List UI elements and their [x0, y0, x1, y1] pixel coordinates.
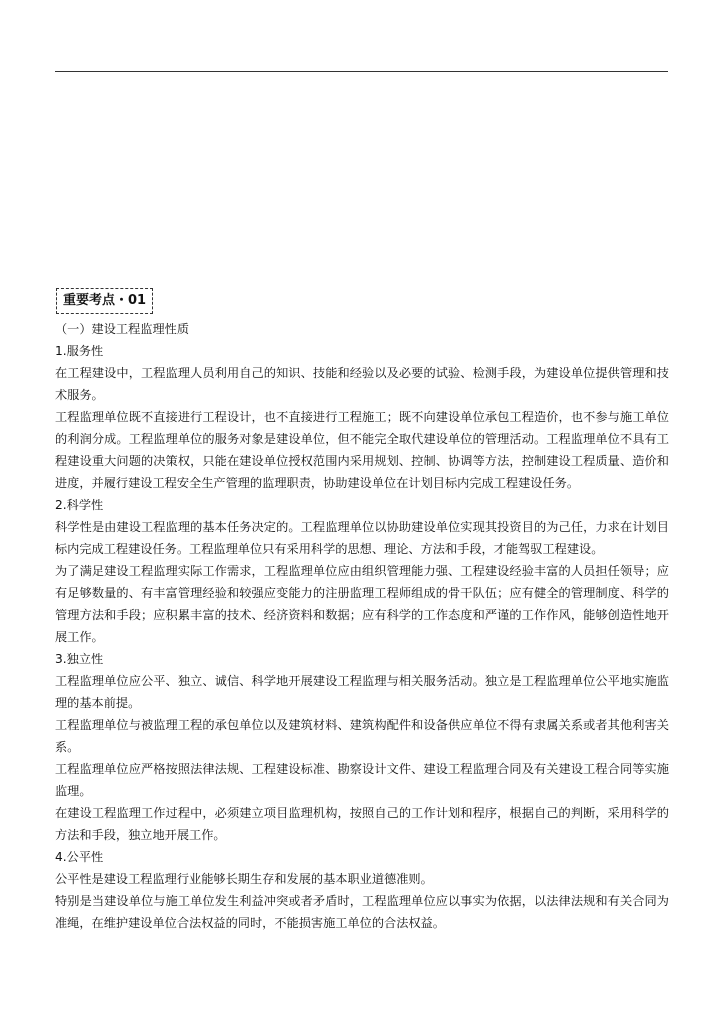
- paragraph: 科学性是由建设工程监理的基本任务决定的。工程监理单位以协助建设单位实现其投资目的为己任，力求在计划目标内完成工程建设任务。工程监理单位只有采用科学的思想、理论、方法和手段，才能驾驭工程建设。: [55, 520, 669, 556]
- section-title: （一）建设工程监理性质: [55, 322, 190, 336]
- header-rule: [55, 71, 668, 72]
- paragraph: 特别是当建设单位与施工单位发生利益冲突或者矛盾时，工程监理单位应以事实为依据，以法律法规和有关合同为准绳，在维护建设单位合法权益的同时，不能损害施工单位的合法权益。: [55, 894, 669, 930]
- paragraph: 公平性是建设工程监理行业能够长期生存和发展的基本职业道德准则。: [55, 872, 433, 886]
- subsection-heading-science: 2.科学性: [55, 498, 104, 512]
- key-point-badge: 重要考点・01: [56, 288, 153, 314]
- paragraph: 在工程建设中，工程监理人员利用自己的知识、技能和经验以及必要的试验、检测手段，为建设单位提供管理和技术服务。: [55, 366, 669, 402]
- subsection-heading-service: 1.服务性: [55, 344, 104, 358]
- paragraph: 工程监理单位应公平、独立、诚信、科学地开展建设工程监理与相关服务活动。独立是工程监理单位公平地实施监理的基本前提。: [55, 674, 669, 710]
- paragraph: 工程监理单位与被监理工程的承包单位以及建筑材料、建筑构配件和设备供应单位不得有隶属关系或者其他利害关系。: [55, 718, 669, 754]
- paragraph: 工程监理单位应严格按照法律法规、工程建设标准、勘察设计文件、建设工程监理合同及有关建设工程合同等实施监理。: [55, 762, 669, 798]
- subsection-heading-fairness: 4.公平性: [55, 850, 104, 864]
- document-body: [55, 318, 669, 934]
- paragraph: 为了满足建设工程监理实际工作需求，工程监理单位应由组织管理能力强、工程建设经验丰富的人员担任领导；应有足够数量的、有丰富管理经验和较强应变能力的注册监理工程师组成的骨干队伍；应有健全的管理制度、科学的管理方法和手段；应积累丰富的技术、经济资料和数据；应有科学的工作态度和严谨的工作作风，能够创造性地开展工作。: [55, 564, 669, 644]
- paragraph: 工程监理单位既不直接进行工程设计，也不直接进行工程施工；既不向建设单位承包工程造价，也不参与施工单位的利润分成。工程监理单位的服务对象是建设单位，但不能完全取代建设单位的管理活动。工程监理单位不具有工程建设重大问题的决策权，只能在建设单位授权范围内采用规划、控制、协调等方法，控制建设工程质量、造价和进度，并履行建设工程安全生产管理的监理职责，协助建设单位在计划目标内完成工程建设任务。: [55, 410, 669, 490]
- paragraph: 在建设工程监理工作过程中，必须建立项目监理机构，按照自己的工作计划和程序，根据自己的判断，采用科学的方法和手段，独立地开展工作。: [55, 806, 669, 842]
- subsection-heading-independence: 3.独立性: [55, 652, 104, 666]
